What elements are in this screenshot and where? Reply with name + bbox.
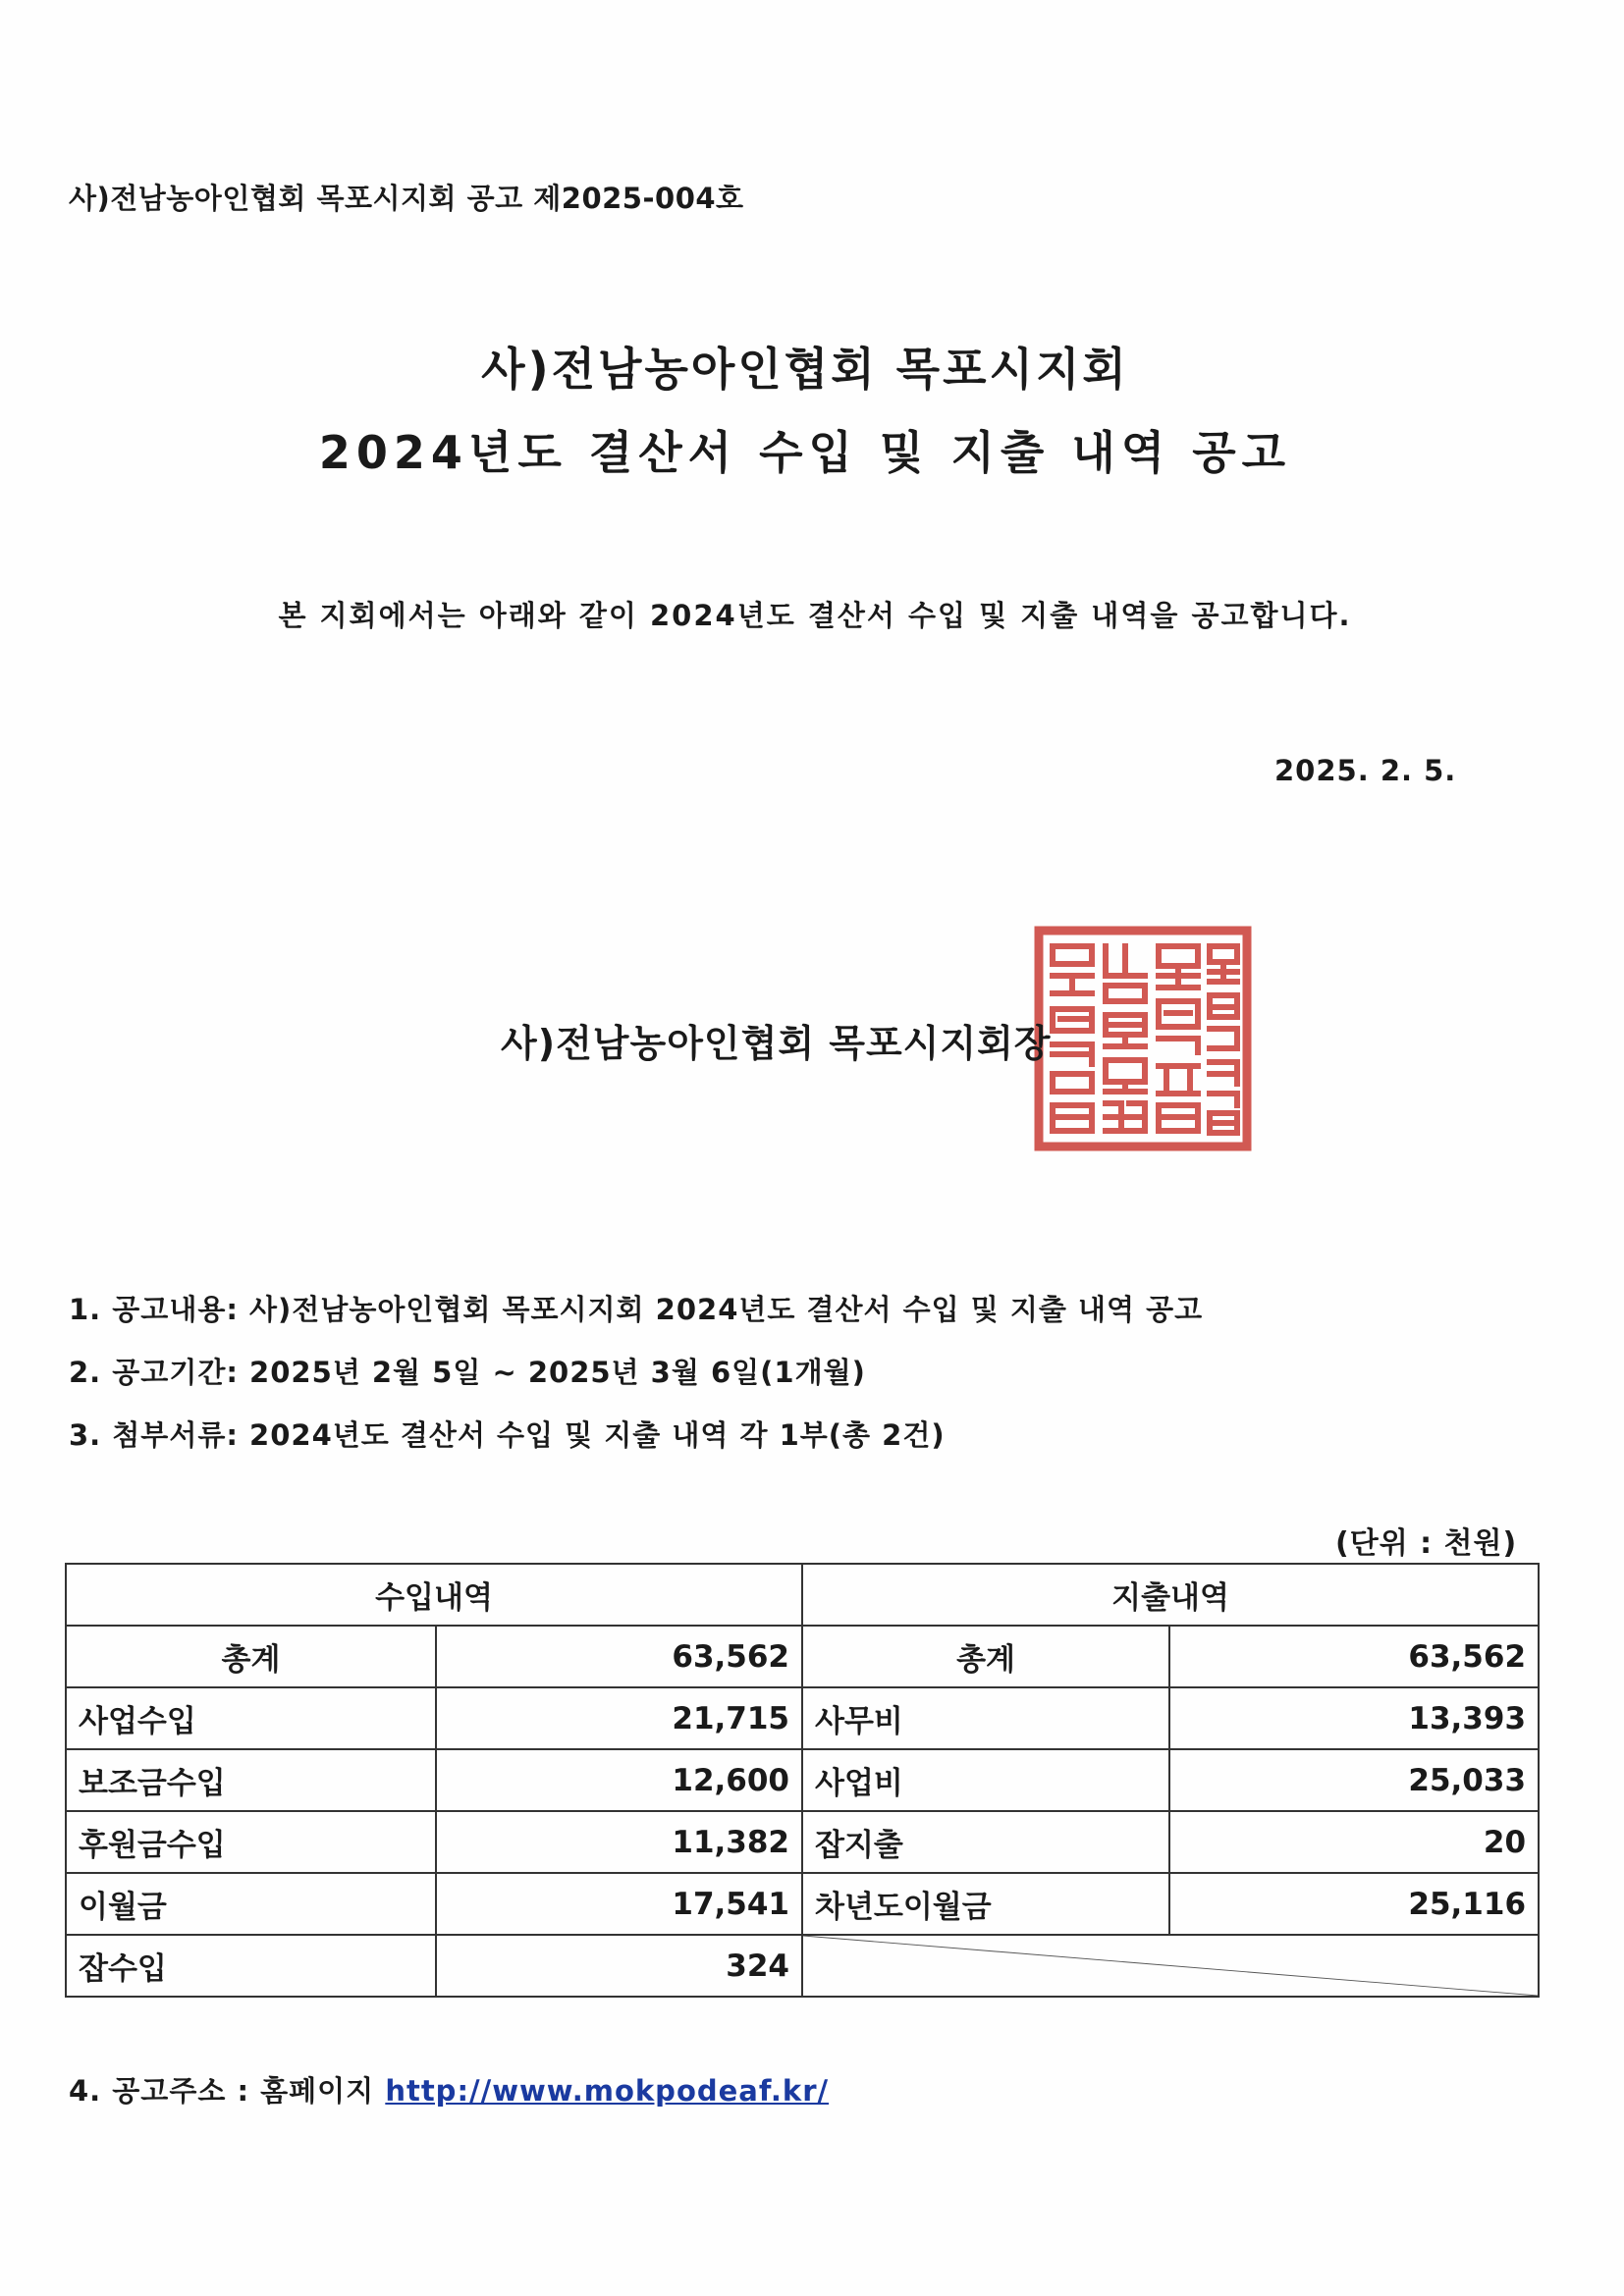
info-item-content: 1. 공고내용: 사)전남농아인협회 목포시지회 2024년도 결산서 수입 및 지출 내역 공고	[69, 1293, 1204, 1326]
income-label: 이월금	[66, 1873, 436, 1935]
notice-date: 2025. 2. 5.	[1274, 754, 1457, 787]
expense-label: 잡지출	[802, 1811, 1169, 1873]
income-expense-table	[65, 1563, 1540, 1998]
address-prefix: 4. 공고주소 : 홈페이지	[69, 2074, 375, 2108]
official-seal-stamp	[1033, 925, 1253, 1152]
expense-value: 25,116	[1169, 1873, 1539, 1935]
expense-value: 63,562	[1169, 1626, 1539, 1687]
info-item-period: 2. 공고기간: 2025년 2월 5일 ~ 2025년 3월 6일(1개월)	[69, 1356, 866, 1389]
notice-address	[69, 2069, 829, 2109]
table-row	[66, 1626, 1539, 1687]
income-value: 12,600	[436, 1749, 802, 1811]
income-label: 후원금수입	[66, 1811, 436, 1873]
income-label: 보조금수입	[66, 1749, 436, 1811]
income-value: 17,541	[436, 1873, 802, 1935]
diagonal-line	[803, 1936, 1538, 1996]
intro-paragraph: 본 지회에서는 아래와 같이 2024년도 결산서 수입 및 지출 내역을 공고합니다.	[278, 599, 1352, 632]
table-row	[66, 1811, 1539, 1873]
income-label: 총계	[66, 1626, 436, 1687]
table-header-row	[66, 1564, 1539, 1626]
unit-label: (단위 : 천원)	[1335, 1526, 1518, 1561]
table-row	[66, 1749, 1539, 1811]
expense-label: 사업비	[802, 1749, 1169, 1811]
expense-value: 13,393	[1169, 1687, 1539, 1749]
income-label: 잡수입	[66, 1935, 436, 1997]
table-row	[66, 1873, 1539, 1935]
table-row	[66, 1687, 1539, 1749]
document-title-line-2: 2024년도 결산서 수입 및 지출 내역 공고	[318, 426, 1292, 479]
notice-number: 사)전남농아인협회 목포시지회 공고 제2025-004호	[69, 182, 744, 215]
expense-label: 차년도이월금	[802, 1873, 1169, 1935]
empty-diagonal-cell	[802, 1935, 1539, 1997]
income-value: 11,382	[436, 1811, 802, 1873]
expense-label: 사무비	[802, 1687, 1169, 1749]
signer-name: 사)전남농아인협회 목포시지회장	[501, 1022, 1052, 1065]
table-row	[66, 1935, 1539, 1997]
document-title-line-1: 사)전남농아인협회 목포시지회	[481, 343, 1129, 396]
expense-value: 20	[1169, 1811, 1539, 1873]
info-item-attachments: 3. 첨부서류: 2024년도 결산서 수입 및 지출 내역 각 1부(총 2건)	[69, 1418, 946, 1452]
income-value: 21,715	[436, 1687, 802, 1749]
income-label: 사업수입	[66, 1687, 436, 1749]
homepage-link[interactable]: http://www.mokpodeaf.kr/	[385, 2074, 830, 2108]
income-value: 324	[436, 1935, 802, 1997]
income-value: 63,562	[436, 1626, 802, 1687]
expense-label: 총계	[802, 1626, 1169, 1687]
expense-header: 지출내역	[802, 1564, 1539, 1626]
expense-value: 25,033	[1169, 1749, 1539, 1811]
income-header: 수입내역	[66, 1564, 802, 1626]
